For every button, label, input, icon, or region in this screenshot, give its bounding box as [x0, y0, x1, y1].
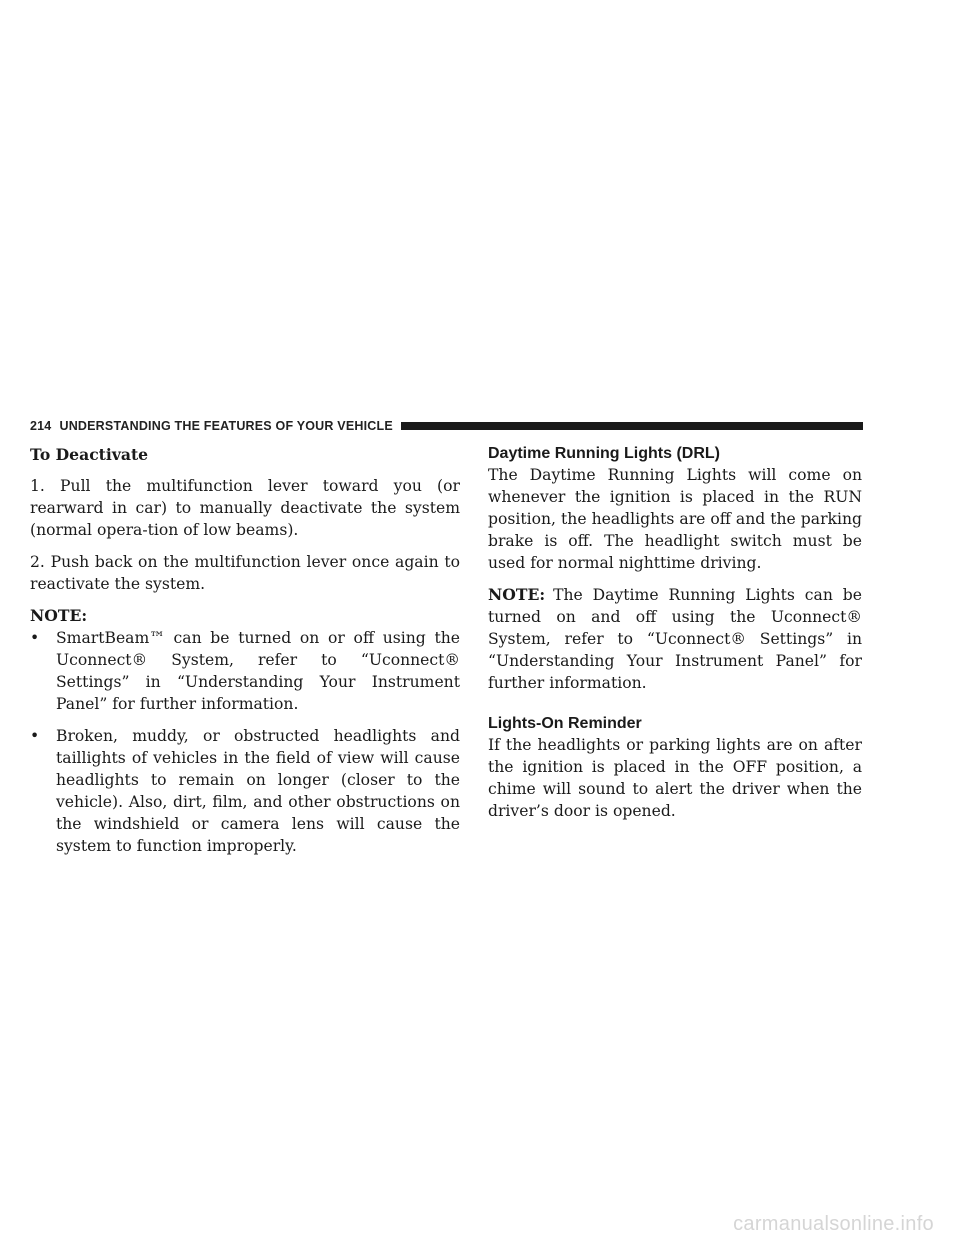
- note-bullets: [30, 627, 460, 857]
- list-item: [30, 725, 460, 857]
- bullet-text: SmartBeam™ can be turned on or off using the Uconnect® System, refer to “Uconnect® Settings” in “Understanding Your Instrument Panel” for further information.: [56, 629, 460, 713]
- drl-heading: Daytime Running Lights (DRL): [488, 445, 720, 462]
- to-deactivate-heading: To Deactivate: [30, 445, 149, 464]
- page-number: 214: [30, 419, 52, 433]
- watermark-text: carmanualsonline.info: [733, 1213, 934, 1235]
- drl-note-text: The Daytime Running Lights can be turned on and off using the Uconnect® System, refer to “Uconnect® Settings” in “Understanding Your Instrument Panel” for further information.: [488, 586, 862, 692]
- header-rule: [401, 422, 863, 430]
- step-1: 1. Pull the multifunction lever toward you (or rearward in car) to manually deactivate the system (normal opera-tion of low beams).: [30, 477, 460, 539]
- lights-on-reminder-paragraph: If the headlights or parking lights are on after the ignition is placed in the OFF position, a chime will sound to alert the driver when the driver’s door is opened.: [488, 736, 862, 820]
- page-header: [30, 419, 863, 433]
- right-column: [488, 444, 862, 832]
- bullet-icon: •: [30, 629, 40, 647]
- lights-on-reminder-heading: Lights-On Reminder: [488, 715, 642, 732]
- bullet-icon: •: [30, 727, 40, 745]
- left-column: [30, 444, 460, 867]
- drl-note-label: NOTE:: [488, 585, 546, 604]
- section-title: UNDERSTANDING THE FEATURES OF YOUR VEHICLE: [59, 419, 393, 433]
- step-2: 2. Push back on the multifunction lever once again to reactivate the system.: [30, 553, 460, 593]
- bullet-text: Broken, muddy, or obstructed headlights and taillights of vehicles in the field of view will cause headlights to remain on longer (closer to the vehicle). Also, dirt, film, and other obstructions on the windshield or camera lens will cause the system to function improperly.: [56, 727, 460, 855]
- note-label: NOTE:: [30, 606, 88, 625]
- drl-note: [488, 584, 862, 694]
- drl-paragraph: The Daytime Running Lights will come on whenever the ignition is placed in the RUN position, the headlights are off and the parking brake is off. The headlight switch must be used for normal nighttime driving.: [488, 466, 862, 572]
- list-item: [30, 627, 460, 715]
